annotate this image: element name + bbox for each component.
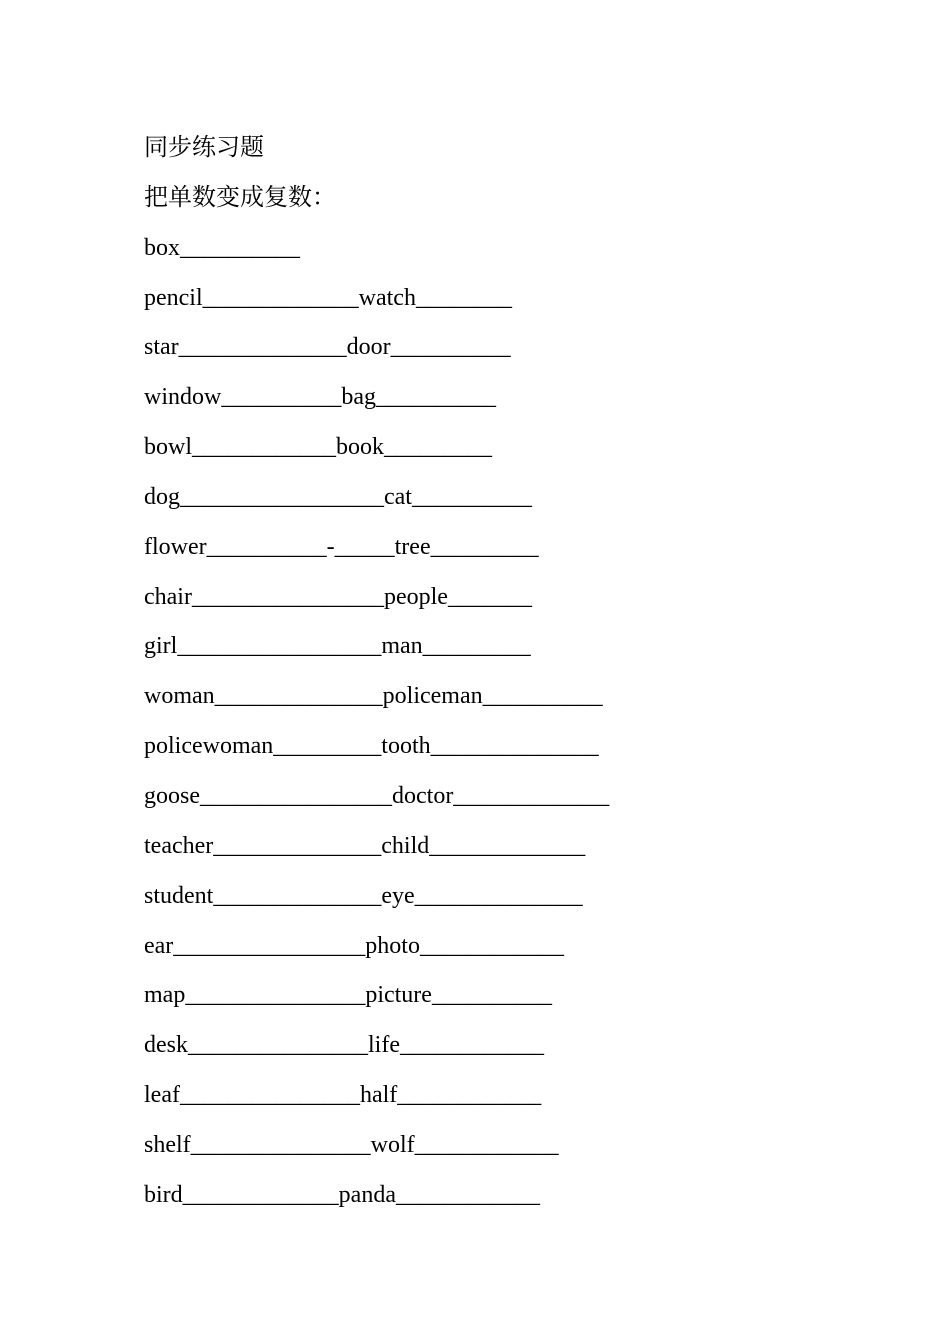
exercise-line: pencil_____________watch________ <box>144 284 512 311</box>
exercise-line: dog_________________cat__________ <box>144 483 532 510</box>
exercise-line: chair________________people_______ <box>144 583 532 610</box>
worksheet-instruction: 把单数变成复数： <box>144 184 336 211</box>
exercise-line: student______________eye______________ <box>144 882 583 909</box>
exercise-line: shelf_______________wolf____________ <box>144 1131 559 1158</box>
exercise-line: bowl____________book_________ <box>144 434 492 461</box>
exercise-line: map_______________picture__________ <box>144 982 552 1009</box>
exercise-line: ear________________photo____________ <box>144 932 564 959</box>
exercise-line: star______________door__________ <box>144 334 511 361</box>
exercise-line: box__________ <box>144 234 300 261</box>
exercise-line: bird_____________panda____________ <box>144 1181 540 1208</box>
exercise-line: leaf_______________half____________ <box>144 1082 542 1109</box>
exercise-line: girl_________________man_________ <box>144 633 531 660</box>
exercise-line: flower__________-_____tree_________ <box>144 533 539 560</box>
exercise-line: teacher______________child_____________ <box>144 832 586 859</box>
worksheet-title: 同步练习题 <box>144 135 264 161</box>
exercise-line: window__________bag__________ <box>144 384 496 411</box>
exercise-line: goose________________doctor_____________ <box>144 782 610 809</box>
exercise-line: desk_______________life____________ <box>144 1032 544 1059</box>
exercise-line: woman______________policeman__________ <box>144 683 603 710</box>
worksheet <box>144 128 844 1225</box>
exercise-line: policewoman_________tooth______________ <box>144 733 599 760</box>
